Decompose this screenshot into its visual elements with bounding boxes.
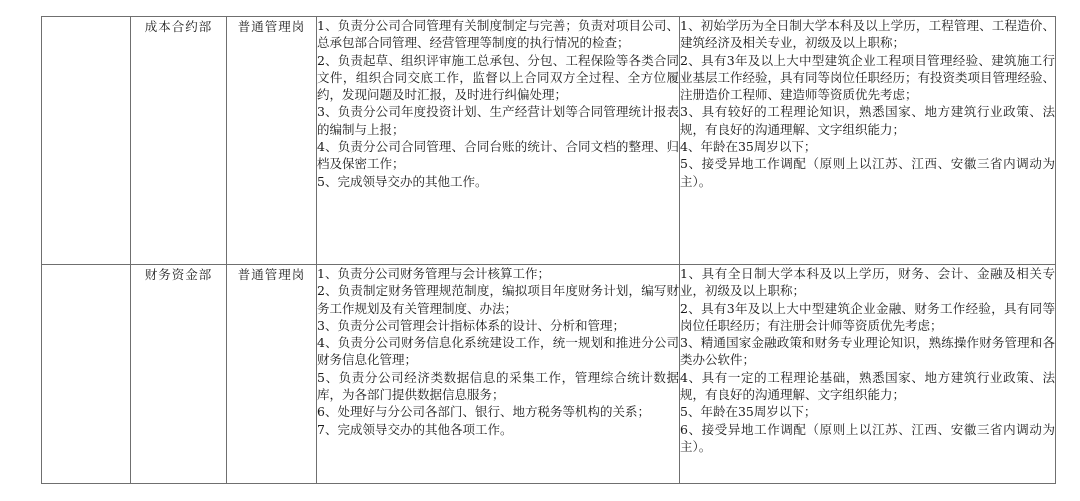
duty-item: 5、完成领导交办的其他工作。 (317, 173, 488, 189)
requirements-cell (680, 17, 1056, 265)
duty-item: 3、负责分公司管理会计指标体系的设计、分析和管理； (317, 317, 625, 333)
duty-item: 3、负责分公司年度投资计划、生产经营计划等合同管理统计报表的编制与上报； (317, 104, 679, 137)
duty-item: 2、负责起草、组织评审施工总承包、分包、工程保险等各类合同文件，组织合同交底工作，监督以上合同双方全过程、全方位履约，发现问题及时汇报，及时进行纠偏处理； (317, 52, 679, 103)
requirement-item: 4、年龄在35周岁以下； (680, 139, 817, 155)
position-cell: 普通管理岗 (227, 265, 317, 484)
job-table (41, 16, 1056, 484)
table-row (42, 17, 1056, 265)
duty-item: 5、负责分公司经济类数据信息的采集工作，管理综合统计数据库，为各部门提供数据信息服务； (317, 369, 679, 403)
requirement-item: 3、具有较好的工程理论知识，熟悉国家、地方建筑行业政策、法规，有良好的沟通理解、文字组织能力； (680, 104, 1055, 137)
duty-item: 4、负责分公司合同管理、合同台账的统计、合同文档的整理、归档及保密工作； (317, 139, 679, 172)
department-cell: 财务资金部 (131, 265, 227, 484)
requirement-item: 3、精通国家金融政策和财务专业理论知识，熟练操作财务管理和各类办公软件； (680, 335, 1055, 368)
position-cell: 普通管理岗 (227, 17, 317, 265)
duties-cell (317, 265, 680, 484)
requirement-item: 5、年龄在35周岁以下； (680, 404, 817, 420)
blank-cell (42, 265, 131, 484)
requirement-item: 4、具有一定的工程理论基础，熟悉国家、地方建筑行业政策、法规，有良好的沟通理解、文字组织能力； (680, 369, 1055, 403)
table-row (42, 265, 1056, 484)
requirement-item: 5、接受异地工作调配（原则上以江苏、江西、安徽三省内调动为主）。 (680, 156, 1055, 189)
duty-item: 1、负责分公司合同管理有关制度制定与完善；负责对项目公司、总承包部合同管理、经营管理等制度的执行情况的检查； (317, 18, 679, 51)
duty-item: 1、负责分公司财务管理与会计核算工作； (317, 266, 550, 281)
duty-item: 4、负责分公司财务信息化系统建设工作，统一规划和推进分公司财务信息化管理； (317, 335, 679, 368)
requirement-item: 2、具有3年及以上大中型建筑企业工程项目管理经验、建筑施工行业基层工作经验，具有同等岗位任职经历；有投资类项目管理经验、注册造价工程师、建造师等资质优先考虑； (680, 52, 1056, 103)
requirement-item: 1、具有全日制大学本科及以上学历，财务、会计、金融及相关专业，初级及以上职称； (680, 266, 1055, 299)
blank-cell (42, 17, 131, 265)
requirement-item: 6、接受异地工作调配（原则上以江苏、江西、安徽三省内调动为主）。 (680, 421, 1055, 454)
duty-item: 6、处理好与分公司各部门、银行、地方税务等机构的关系； (317, 404, 650, 420)
requirement-item: 1、初始学历为全日制大学本科及以上学历，工程管理、工程造价、建筑经济及相关专业，初级及以上职称； (680, 18, 1055, 51)
duty-item: 7、完成领导交办的其他各项工作。 (317, 421, 513, 437)
department-cell: 成本合约部 (131, 17, 227, 265)
requirements-cell (680, 265, 1056, 484)
duty-item: 2、负责制定财务管理规范制度，编拟项目年度财务计划，编写财务工作规划及有关管理制度、办法； (317, 283, 679, 316)
duties-cell (317, 17, 680, 265)
requirement-item: 2、具有3年及以上大中型建筑企业金融、财务工作经验，具有同等岗位任职经历；有注册会计师等资质优先考虑； (680, 300, 1055, 333)
